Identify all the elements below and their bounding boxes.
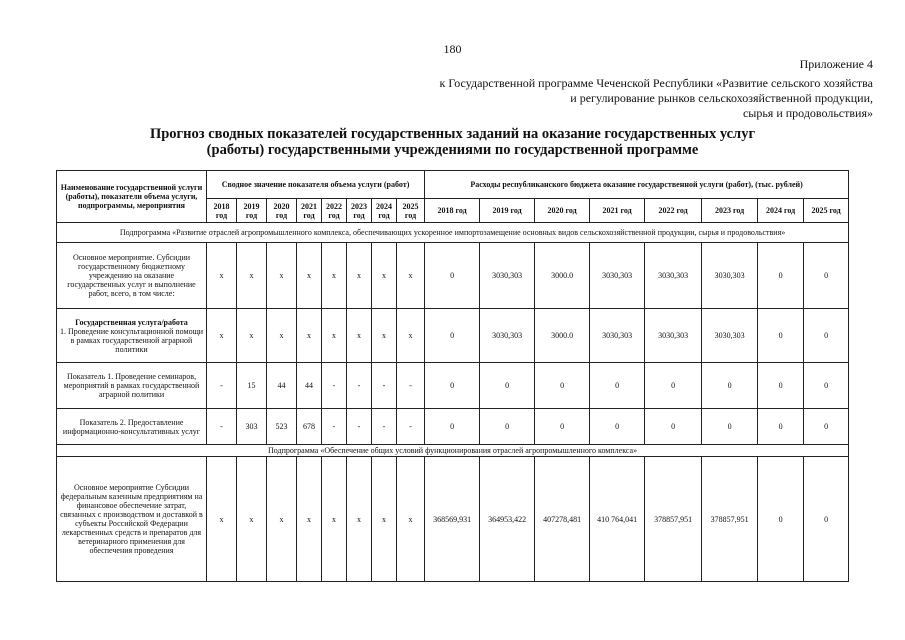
indicator-cell: x [397,309,425,363]
indicator-cell: - [397,409,425,445]
expense-cell: 3030,303 [590,243,645,309]
expense-cell: 368569,931 [425,457,480,582]
expense-cell: 364953,422 [480,457,535,582]
expense-cell: 0 [425,243,480,309]
header-exp-year: 2020 год [535,199,590,223]
indicator-cell: 303 [237,409,267,445]
expense-cell: 0 [645,409,702,445]
table-row [57,309,849,363]
header-ind-year: 2024 год [372,199,397,223]
expense-cell: 0 [480,409,535,445]
header-exp-year: 2021 год [590,199,645,223]
indicator-cell: - [207,409,237,445]
expense-cell: 0 [590,409,645,445]
header-ind-year: 2019 год [237,199,267,223]
expense-cell: 0 [425,309,480,363]
header-ind-year: 2021 год [297,199,322,223]
expense-cell: 3000.0 [535,243,590,309]
expense-cell: 0 [535,363,590,409]
header-exp-year: 2022 год [645,199,702,223]
row-name-text: 1. Проведение консультационной помощи в рамках государственной аграрной политики [59,326,204,354]
header-ind-year: 2023 год [347,199,372,223]
indicator-cell: - [397,363,425,409]
appendix-block [440,57,873,121]
expense-cell: 0 [804,457,849,582]
indicator-cell: - [322,409,347,445]
indicator-cell: x [347,457,372,582]
header-exp-year: 2024 год [758,199,804,223]
expense-cell: 0 [804,243,849,309]
title-line-2: (работы) государственными учреждениями по государственной программе [206,142,699,158]
indicator-cell: x [207,243,237,309]
indicator-cell: 678 [297,409,322,445]
expense-cell: 0 [535,409,590,445]
header-exp-year: 2019 год [480,199,535,223]
indicator-cell: 44 [267,363,297,409]
indicator-cell: - [372,363,397,409]
header-expense-group: Расходы республиканского бюджета оказание государственной услуги (работ), (тыс. рублей) [425,171,849,199]
indicator-cell: - [347,409,372,445]
indicator-cell: x [267,309,297,363]
header-exp-year: 2025 год [804,199,849,223]
indicator-cell: 44 [297,363,322,409]
indicator-cell: x [297,309,322,363]
expense-cell: 0 [702,363,758,409]
row-name: Показатель 2. Предоставление информационно-консультативных услуг [57,409,207,445]
expense-cell: 3030,303 [645,243,702,309]
indicator-cell: x [267,243,297,309]
indicator-cell: x [347,243,372,309]
expense-cell: 0 [425,409,480,445]
subprogram-title-2: Подпрограмма «Обеспечение общих условий функционирования отраслей агропромышленного комплекса» [57,445,849,457]
appendix-label: Приложение 4 [799,57,873,71]
indicator-cell: x [372,309,397,363]
expense-cell: 0 [425,363,480,409]
title-line-1: Прогноз сводных показателей государственных заданий на оказание государственных услуг [149,126,756,142]
expense-cell: 410 764,041 [590,457,645,582]
indicator-cell: x [322,309,347,363]
header-ind-year: 2025 год [397,199,425,223]
table-row [57,363,849,409]
expense-cell: 378857,951 [645,457,702,582]
table-row [57,457,849,582]
indicator-cell: x [397,243,425,309]
header-row-groups [57,171,849,199]
indicator-cell: x [347,309,372,363]
appendix-ref-line-1: к Государственной программе Чеченской Республики «Развитие сельского хозяйства [439,76,873,90]
header-name-col: Наименование государственной услуги (работы), показатели объема услуги, подпрограммы, мероприятия [57,171,207,223]
indicator-cell: x [322,457,347,582]
expense-cell: 3030,303 [590,309,645,363]
table-row [57,243,849,309]
header-ind-year: 2020 год [267,199,297,223]
header-indicator-group: Сводное значение показателя объема услуги (работ) [207,171,425,199]
indicator-cell: - [372,409,397,445]
indicator-cell: x [237,457,267,582]
row-name: Основное мероприятие. Субсидии государственному бюджетному учреждению на оказание государственных услуг и выполнение работ, всего, в том числе: [57,243,207,309]
header-exp-year: 2023 год [702,199,758,223]
expense-cell: 3030,303 [702,243,758,309]
indicator-cell: - [347,363,372,409]
expense-cell: 0 [758,309,804,363]
row-name: Показатель 1. Проведение семинаров, мероприятий в рамках государственной аграрной политики [57,363,207,409]
expense-cell: 3030,303 [645,309,702,363]
indicator-cell: x [397,457,425,582]
expense-cell: 0 [804,309,849,363]
appendix-ref-line-2: и регулирование рынков сельскохозяйственной продукции, [570,91,873,105]
forecast-table [56,170,849,582]
expense-cell: 407278,481 [535,457,590,582]
indicator-cell: x [237,243,267,309]
expense-cell: 0 [702,409,758,445]
subprogram-row-2 [57,445,849,457]
expense-cell: 3030,303 [480,309,535,363]
expense-cell: 3000.0 [535,309,590,363]
expense-cell: 0 [480,363,535,409]
table-row [57,409,849,445]
expense-cell: 0 [758,243,804,309]
indicator-cell: 15 [237,363,267,409]
expense-cell: 0 [758,457,804,582]
indicator-cell: - [322,363,347,409]
header-ind-year: 2022 год [322,199,347,223]
indicator-cell: x [267,457,297,582]
indicator-cell: - [207,363,237,409]
indicator-cell: 523 [267,409,297,445]
header-ind-year: 2018 год [207,199,237,223]
indicator-cell: x [297,243,322,309]
subprogram-title-1: Подпрограмма «Развитие отраслей агропромышленного комплекса, обеспечивающих ускоренное импортозамещение основных видов сельскохозяйственной продукции, сырья и продовольствия» [57,223,849,243]
expense-cell: 0 [758,409,804,445]
document-title [0,126,905,158]
expense-cell: 0 [804,363,849,409]
expense-cell: 3030,303 [480,243,535,309]
subprogram-row-1 [57,223,849,243]
row-name [57,309,207,363]
expense-cell: 3030,303 [702,309,758,363]
page-number: 180 [443,42,462,56]
indicator-cell: x [207,457,237,582]
expense-cell: 0 [804,409,849,445]
indicator-cell: x [322,243,347,309]
indicator-cell: x [237,309,267,363]
indicator-cell: x [372,457,397,582]
indicator-cell: x [207,309,237,363]
header-exp-year: 2018 год [425,199,480,223]
expense-cell: 0 [645,363,702,409]
row-name-bold: Государственная услуга/работа [75,317,188,327]
expense-cell: 378857,951 [702,457,758,582]
appendix-ref-line-3: сырья и продовольствия» [742,106,873,120]
expense-cell: 0 [590,363,645,409]
row-name: Основное мероприятие Субсидии федеральным казенным предприятиям на финансовое обеспечение затрат, связанных с производством и доставкой в субъекты Российской Федерации лекарственных средств и препаратов для ветеринарного применения для обеспечения проведения [57,457,207,582]
indicator-cell: x [372,243,397,309]
indicator-cell: x [297,457,322,582]
expense-cell: 0 [758,363,804,409]
